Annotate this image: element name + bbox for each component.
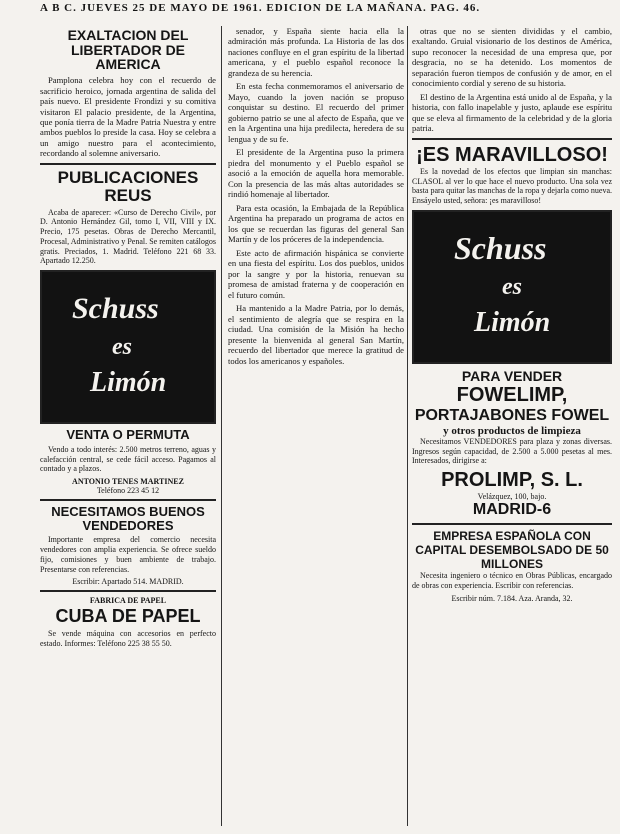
prolimp-city: MADRID-6 xyxy=(472,501,552,519)
necesitamos-address: Escribir: Apartado 514. MADRID. xyxy=(72,577,184,587)
divider xyxy=(412,138,612,140)
article-paragraph: Para esta ocasión, la Embajada de la República Argentina ha preparado un programa de actos en los que se recuerdan las figuras del general San Martín y de los próceres de la independencia. xyxy=(228,202,404,245)
publicaciones-title: PUBLICACIONES REUS xyxy=(57,167,199,205)
empresa-address: Escribir núm. 7.184. Aza. Aranda, 32. xyxy=(451,593,573,603)
column-2 xyxy=(228,26,404,828)
necesitamos-title: NECESITAMOS BUENOS VENDEDORES xyxy=(51,504,205,533)
article-paragraph: senador, y España siente hacia ella la admiración más profunda. La Historia de las dos naciones confluye en el gran espíritu de la libertad americana, y el pueblo español reconoce la grandeza de su herencia. xyxy=(228,26,404,78)
article-paragraph: Ha mantenido a la Madre Patria, por lo demás, el sentimiento de alegría que se respira en la ciudad. Una comisión de la Misión ha hecho presente la bienvenida al general San Martín, recuerdo del libertador que merece la gratitud de todos los americanos y españoles. xyxy=(228,303,404,366)
venta-phone: Teléfono 223 45 12 xyxy=(96,486,160,496)
column-rule xyxy=(407,26,408,826)
empresa-title: EMPRESA ESPAÑOLA CON CAPITAL DESEMBOLSADO DE 50 MILLONES xyxy=(415,529,609,572)
ad-word-3: Limón xyxy=(474,306,551,338)
venta-contact: ANTONIO TENES MARTINEZ xyxy=(72,477,184,487)
schuss-ad-1 xyxy=(40,270,216,424)
fowelimp-sub: y otros productos de limpieza xyxy=(443,424,581,437)
divider xyxy=(412,523,612,525)
prolimp-title: PROLIMP, S. L. xyxy=(441,469,583,492)
necesitamos-text: Importante empresa del comercio necesita vendedores con amplia experiencia. Se ofrece sueldo fijo, comisiones y buen ambiente de trabajo. Presentarse con referencias. xyxy=(40,535,216,574)
ad-word-1: Schuss xyxy=(72,292,159,326)
article-paragraph: otras que no se sienten divididas y el cambio, exaltando. Gruial visionario de los destinos de América, supo reconocer la necesidad de una empresa que, por desgracia, no se ha detenido. Los momentos de separación fueron tiempos de confusión y de amor, en el conocimiento cordial y sereno de su historia. xyxy=(412,26,612,89)
ad-word-2: es xyxy=(112,334,132,361)
ad-word-2: es xyxy=(502,273,522,300)
article-paragraph: El presidente de la Argentina puso la primera piedra del monumento y el Pueblo español se asoció a la emoción de aquella hora memorable. Con la presencia de las más altas autoridades se rindió homenaje al libertador. xyxy=(228,147,404,200)
publicaciones-text: Acaba de aparecer: «Curso de Derecho Civil», por D. Antonio Hernández Gil, tomo I, VII, VIII y IX. Precio, 175 pesetas. Obras de Derecho Mercantil, Procesal, Administrativo y Penal. Se remiten catálogos gratis. Preciados, 1. Madrid. Teléfono 221 68 33. Apartado 12.250. xyxy=(40,207,216,266)
ad-word-1: Schuss xyxy=(454,229,547,266)
portajabones-title: PORTAJABONES FOWEL xyxy=(414,406,610,424)
schuss-ad-2 xyxy=(412,210,612,364)
papel-title: CUBA DE PAPEL xyxy=(55,606,201,627)
fowelimp-title: FOWELIMP, xyxy=(456,383,568,406)
column-3 xyxy=(412,26,612,828)
maravilloso-text: Es la novedad de los efectos que limpian sin manchas: CLASOL al ver lo que hace el nuevo producto. Una sola vez basta para quitar las manchas de la ropa y dejarla como nueva. Ensáyelo usted, señora: ¡es maravilloso! xyxy=(412,166,612,206)
empresa-text: Necesita ingeniero o técnico en Obras Públicas, encargado de obras con experiencia. Escribir con referencias. xyxy=(412,571,612,590)
maravilloso-title: ¡ES MARAVILLOSO! xyxy=(416,143,608,166)
fowelimp-text: Necesitamos VENDEDORES para plaza y zonas diversas. Ingresos según capacidad, de 2.500 a 5.000 pesetas al mes. Interesados, dirigirse a: xyxy=(412,436,612,466)
divider xyxy=(40,163,216,165)
article-paragraph: El destino de la Argentina está unido al de España, y la historia, con fallo inapelable y justo, aplaude ese espíritu que se eleva al firmamento de la celebridad y de la gloria patria. xyxy=(412,91,612,134)
ad-word-3: Limón xyxy=(90,367,167,399)
column-1 xyxy=(40,26,216,828)
venta-text: Vendo a todo interés: 2.500 metros terreno, aguas y calefacción central, se cede fácil acceso. Pagamos al contado y a plazos. xyxy=(40,444,216,474)
divider xyxy=(40,590,216,592)
headline-exaltacion: EXALTACION DEL LIBERTADOR DE AMERICA xyxy=(67,27,189,73)
article-paragraph: En esta fecha conmemoramos el aniversario de Mayo, cuando la joven nación se propuso conquistar su destino. El recuerdo del primer gobierno patrio se une al afecto de España, que ve en la Argentina una hija predilecta, heredera de su lengua y de su fe. xyxy=(228,81,404,144)
fowelimp-pre: PARA VENDER xyxy=(461,367,563,384)
venta-title: VENTA O PERMUTA xyxy=(66,427,190,443)
page-header: A B C. JUEVES 25 DE MAYO DE 1961. EDICION DE LA MAÑANA. PAG. 46. xyxy=(40,2,481,14)
intro-text: Pamplona celebra hoy con el recuerdo de sacrificio heroico, jornada argentina de salida del país nuevo. El presidente Frondizi y su comitiva visitaron El palacio presidente, de la Argentina, que ponía tierra de la Madre Patria Nuestra y entre ambos pueblos lo preside la casa. Hoy se celebra a un amigo nuestro para el acontecimiento, recordando al solemne aniversario. xyxy=(40,75,216,159)
column-rule xyxy=(221,26,222,826)
prolimp-address: Velázquez, 100, bajo. xyxy=(477,492,547,502)
papel-small-title: FABRICA DE PAPEL xyxy=(89,596,167,606)
papel-text: Se vende máquina con accesorios en perfecto estado. Informes: Teléfono 225 38 55 50. xyxy=(40,629,216,648)
divider xyxy=(40,499,216,501)
article-paragraph: Este acto de afirmación hispánica se convierte en una fiesta del espíritu. Los dos pueblos, unidos por la sangre y por la historia, renuevan su promesa de amistad fraterna y de cooperación en el futuro común. xyxy=(228,247,404,300)
